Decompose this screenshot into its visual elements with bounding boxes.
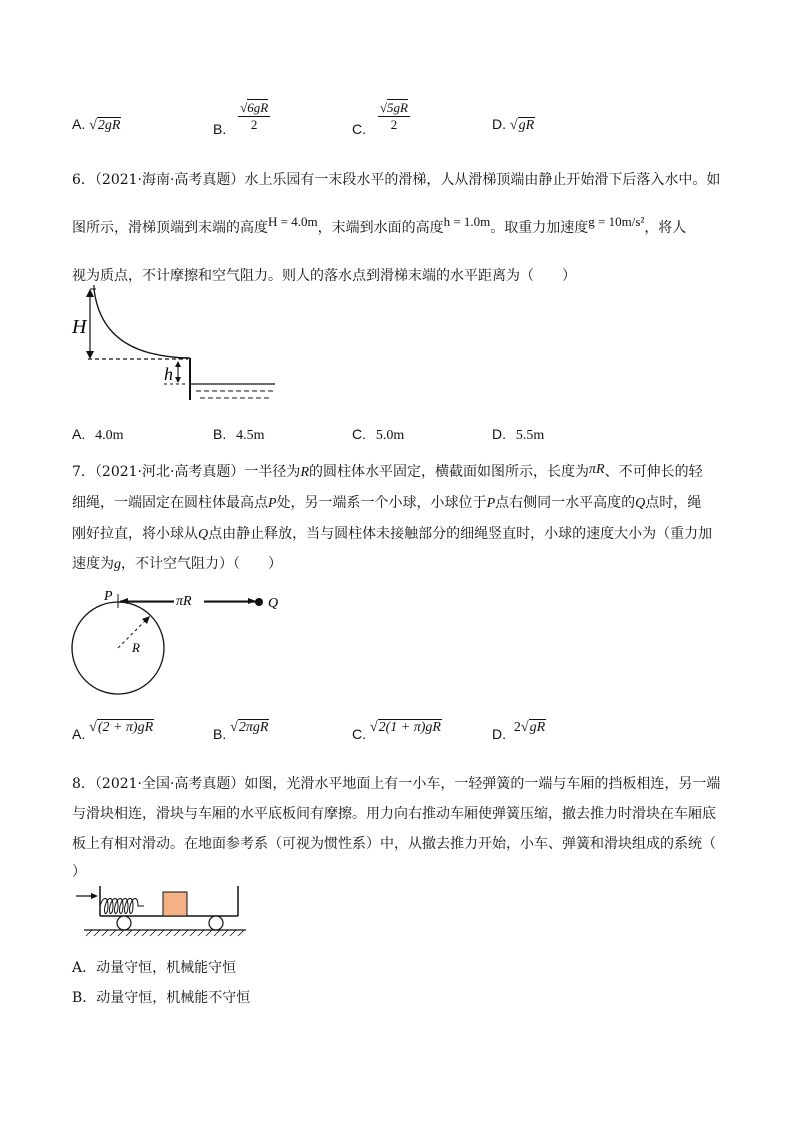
q5-option-d: D. √gR <box>492 116 535 133</box>
fraction-expression: $\frac{√5gR}{2}$ <box>379 100 408 132</box>
cylinder-figure <box>70 588 290 703</box>
q7-line-3: 刚好拉直，将小球从Q点由静止释放，当与圆柱体未接触部分的细绳竖直时，小球的速度大小为（重力加 <box>72 526 713 542</box>
q5-option-c: C. $\frac{√5gR}{2}$ <box>352 100 408 138</box>
label-R: R <box>132 640 140 655</box>
q7-option-b: B. √2πgR <box>213 720 269 742</box>
fraction-expression: $\frac{√6gR}{2}$ <box>240 100 269 132</box>
sqrt-expression: √2gR <box>89 118 121 133</box>
sqrt-expression: √(2 + π)gR <box>89 720 154 735</box>
sqrt-expression: √2(1 + π)gR <box>369 720 441 735</box>
sqrt-expression: √gR <box>520 720 546 735</box>
sqrt-expression: √gR <box>509 118 535 133</box>
label-h: h <box>164 364 173 384</box>
q7-option-d: D. 2√gR <box>492 720 546 742</box>
q7-option-a: A. √(2 + π)gR <box>72 720 154 742</box>
cart-figure <box>70 880 250 940</box>
q6-line-3: 视为质点，不计摩擦和空气阻力。则人的落水点到滑梯末端的水平距离为（ ） <box>72 268 576 284</box>
q6-option-b: B. 4.5m <box>213 426 265 443</box>
label-P: P <box>104 589 113 604</box>
q8-option-b: B．动量守恒，机械能不守恒 <box>72 990 251 1006</box>
q8-line-3: 板上有相对滑动。在地面参考系（可视为惯性系）中，从撤去推力开始，小车、弹簧和滑块组成的系统（ <box>72 836 716 852</box>
sqrt-expression: √2πgR <box>230 720 269 735</box>
slider-block <box>163 892 187 916</box>
q6-line-2: 图所示，滑梯顶端到末端的高度H = 4.0m，末端到水面的高度h = 1.0m。取重力加速度g = 10m/s²，将人 <box>72 214 687 236</box>
q6-line-1: 6．（2021·海南·高考真题）水上乐园有一末段水平的滑梯，人从滑梯顶端由静止开始滑下后落入水中。如 <box>72 172 721 188</box>
q6-option-a: A. 4.0m <box>72 426 124 443</box>
q7-option-c: C. √2(1 + π)gR <box>352 720 441 742</box>
q8-line-1: 8．（2021·全国·高考真题）如图，光滑水平地面上有一小车，一轻弹簧的一端与车厢的挡板相连，另一端 <box>72 776 721 792</box>
q6-option-c: C. 5.0m <box>352 426 405 443</box>
label-Q: Q <box>268 596 279 611</box>
label-piR: πR <box>176 594 192 609</box>
q8-line-4: ） <box>72 864 86 880</box>
ball <box>255 598 263 606</box>
slide-figure <box>70 285 280 410</box>
q5-option-a: A. √2gR <box>72 116 121 133</box>
q6-option-d: D. 5.5m <box>492 426 545 443</box>
q5-option-b: B. $\frac{√6gR}{2}$ <box>213 100 269 138</box>
q8-option-a: A．动量守恒，机械能守恒 <box>72 960 237 976</box>
label-H: H <box>72 316 87 338</box>
q7-line-4: 速度为g，不计空气阻力）（ ） <box>72 556 282 572</box>
q8-line-2: 与滑块相连，滑块与车厢的水平底板间有摩擦。用力向右推动车厢使弹簧压缩，撤去推力时滑块在车厢底 <box>72 806 716 822</box>
q7-line-2: 细绳，一端固定在圆柱体最高点P处，另一端系一个小球，小球位于P点右侧同一水平高度的Q点时，绳 <box>72 495 702 511</box>
q7-line-1: 7．（2021·河北·高考真题）一半径为R的圆柱体水平固定，横截面如图所示，长度为πR、不可伸长的轻 <box>72 462 703 480</box>
